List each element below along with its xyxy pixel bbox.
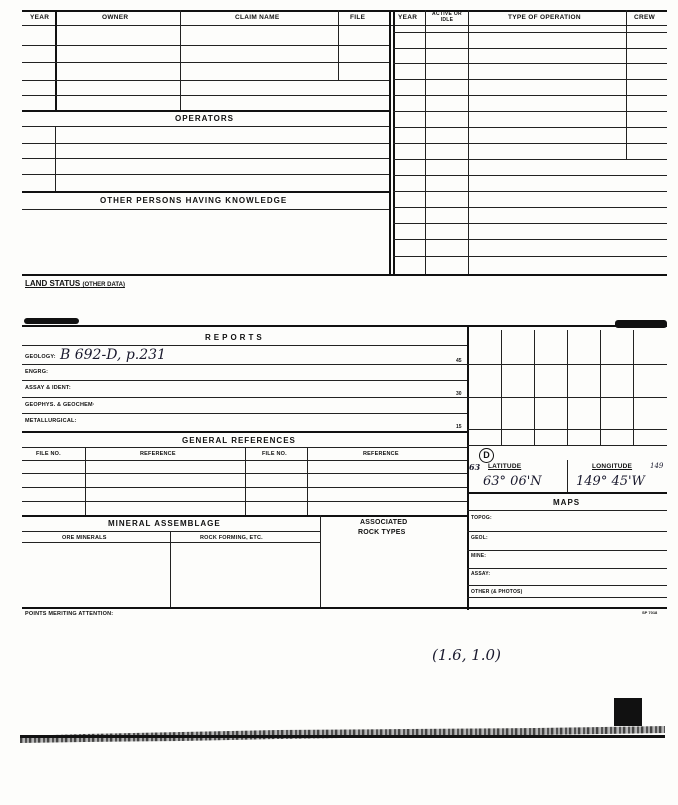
maps-mine: MINE: bbox=[471, 553, 487, 559]
operators-title: OPERATORS bbox=[175, 114, 234, 123]
header-type-of-operation: TYPE OF OPERATION bbox=[508, 14, 581, 21]
report-geology-label: GEOLOGY: bbox=[25, 354, 56, 360]
longitude-value: 149° 45'W bbox=[576, 474, 645, 489]
scan-blot-left bbox=[24, 318, 79, 324]
maps-title: MAPS bbox=[553, 498, 581, 507]
maps-geol: GEOL: bbox=[471, 535, 488, 541]
land-status-text: LAND STATUS bbox=[25, 279, 81, 288]
land-status-sub: (OTHER DATA) bbox=[82, 282, 125, 288]
header-crew: CREW bbox=[634, 14, 656, 21]
mineral-assemblage-title: MINERAL ASSEMBLAGE bbox=[108, 519, 221, 528]
longitude-suffix: 149 bbox=[650, 462, 664, 470]
header-year-2: YEAR bbox=[398, 14, 418, 21]
report-geology-value: B 692-D, p.231 bbox=[60, 347, 166, 363]
scan-block-bottom bbox=[614, 698, 642, 726]
report-metallurgical-num: 15 bbox=[456, 424, 462, 430]
ref-header-reference: REFERENCE bbox=[140, 451, 176, 457]
associated-label: ASSOCIATED bbox=[360, 519, 408, 526]
report-engrg-label: ENGRG: bbox=[25, 369, 49, 375]
handwritten-note: (1.6, 1.0) bbox=[432, 646, 501, 664]
land-status-label bbox=[25, 279, 125, 288]
latitude-value: 63° 06'N bbox=[483, 474, 542, 489]
ref-header-reference-2: REFERENCE bbox=[363, 451, 399, 457]
report-geophys-label: GEOPHYS. & GEOCHEM· bbox=[25, 402, 95, 408]
other-persons-title: OTHER PERSONS HAVING KNOWLEDGE bbox=[100, 196, 288, 205]
reports-title: REPORTS bbox=[205, 333, 265, 342]
latitude-label: LATITUDE bbox=[488, 463, 522, 470]
circle-mark bbox=[479, 448, 494, 463]
report-geology-num: 45 bbox=[456, 358, 462, 364]
scan-noise-band bbox=[20, 724, 665, 744]
header-year: YEAR bbox=[30, 14, 50, 21]
ref-header-file-no-2: FILE NO. bbox=[262, 451, 287, 457]
circle-mark-text: D bbox=[483, 450, 490, 460]
ore-minerals-header: ORE MINERALS bbox=[62, 535, 107, 541]
report-assay-label: ASSAY & IDENT: bbox=[25, 385, 71, 391]
maps-topog: TOPOG: bbox=[471, 515, 492, 521]
header-owner: OWNER bbox=[102, 14, 129, 21]
ref-header-file-no: FILE NO. bbox=[36, 451, 61, 457]
rock-forming-header: ROCK FORMING, ETC. bbox=[200, 535, 263, 541]
general-references-title: GENERAL REFERENCES bbox=[182, 436, 296, 445]
longitude-label: LONGITUDE bbox=[592, 463, 633, 470]
points-meriting-attention: POINTS MERITING ATTENTION: bbox=[25, 611, 114, 617]
form-number: SP 7018 bbox=[642, 610, 658, 615]
report-assay-num: 30 bbox=[456, 391, 462, 397]
header-active-or-idle: ACTIVE OR IDLE bbox=[432, 11, 462, 23]
maps-other: OTHER (& PHOTOS) bbox=[471, 589, 523, 595]
lat-prefix: 63 bbox=[469, 462, 481, 472]
maps-assay: ASSAY: bbox=[471, 571, 491, 577]
rock-types-label: ROCK TYPES bbox=[358, 529, 406, 536]
report-metallurgical-label: METALLURGICAL: bbox=[25, 418, 77, 424]
header-claim-name: CLAIM NAME bbox=[235, 14, 280, 21]
header-file: FILE bbox=[350, 14, 366, 21]
